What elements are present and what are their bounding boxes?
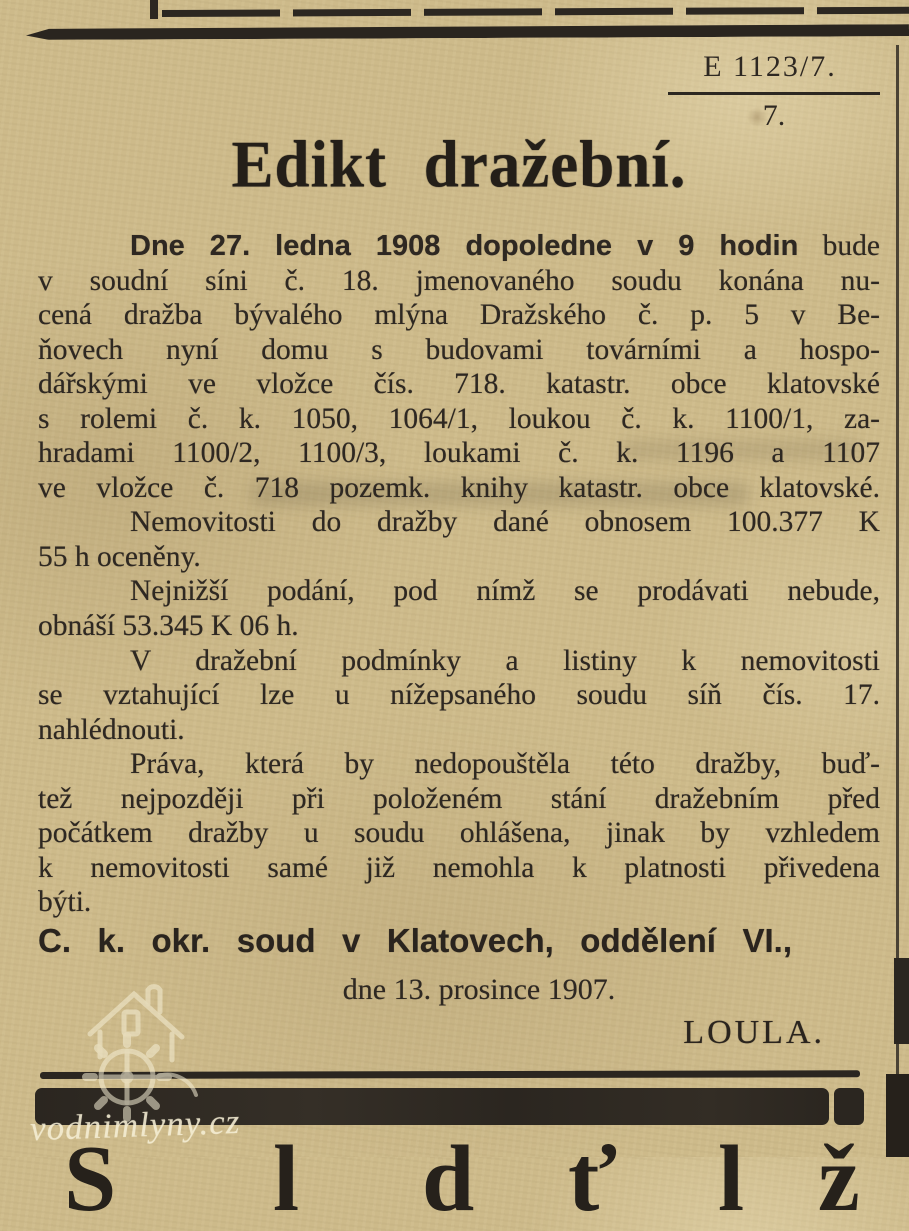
body-lines <box>38 229 880 920</box>
edict-title: Edikt dražební. <box>231 127 687 202</box>
text-run: býti. <box>38 886 92 919</box>
body-line <box>38 644 880 679</box>
top-dashed-rule <box>162 7 909 17</box>
text-run: V dražební podmínky a listiny k nemovitosti <box>130 644 880 677</box>
body-line <box>38 816 880 851</box>
date-line: dne 13. prosince 1907. <box>342 973 616 1006</box>
body-line <box>38 574 880 609</box>
text-run: dářskými ve vložce čís. 718. katastr. obce klatovské <box>38 368 880 401</box>
body-line <box>38 264 880 299</box>
cutoff-glyph: ž <box>818 1127 860 1231</box>
cutoff-glyph: d <box>422 1127 475 1231</box>
body-line <box>38 229 880 264</box>
bottom-bar-end-block <box>834 1088 864 1125</box>
text-run: se vztahující lze u nížepsaného soudu síň čís. 17. <box>38 679 880 712</box>
cutoff-glyph: ť <box>568 1127 617 1231</box>
text-run: Nemovitosti do dražby dané obnosem 100.377 K <box>130 506 880 539</box>
text-run: ve vložce č. 718 pozemk. knihy katastr. obce klatovské. <box>38 471 880 504</box>
text-run: s rolemi č. k. 1050, 1064/1, loukou č. k. 1100/1, za- <box>38 402 880 435</box>
text-run: hradami 1100/2, 1100/3, loukami č. k. 1196 a 1107 <box>38 437 880 470</box>
text-run: 55 h oceněny. <box>38 540 201 573</box>
body-line <box>38 609 880 644</box>
text-run: obnáší 53.345 K 06 h. <box>38 610 299 643</box>
text-run: ňovech nyní domu s budovami továrními a hospo- <box>38 333 880 366</box>
body-line <box>38 851 880 886</box>
case-number: E 1123/7. <box>703 50 837 83</box>
text-run: nahlédnouti. <box>38 713 185 746</box>
body-line <box>38 298 880 333</box>
watermill-icon <box>82 982 207 1122</box>
top-left-rule-tick <box>150 0 158 19</box>
text-run: Nejnižší podání, pod nímž se prodávati nebude, <box>130 575 880 608</box>
body-line <box>38 678 880 713</box>
right-edge-ink-strip <box>894 958 909 1044</box>
text-run: k nemovitosti samé již nemohla k platnosti přivedena <box>38 851 880 884</box>
text-run: cená dražba bývalého mlýna Dražského č. p. 5 v Be- <box>38 299 880 332</box>
text-run: Práva, která by nedopouštěla této dražby, buď- <box>130 748 880 781</box>
text-run: tež nejpozději při položeném stání dražebním před <box>38 782 880 815</box>
body-line <box>38 885 880 920</box>
cutoff-glyph: S <box>64 1127 117 1231</box>
bold-run: Dne 27. ledna 1908 dopoledne v 9 hodin <box>130 230 799 262</box>
body-line <box>38 505 880 540</box>
text-run: v soudní síni č. 18. jmenovaného soudu konána nu- <box>38 264 880 297</box>
case-subnumber: 7. <box>762 99 786 132</box>
cutoff-glyph: l <box>273 1127 300 1231</box>
watermark-text: vodnimlyny.cz <box>29 1101 241 1149</box>
top-thick-rule <box>26 24 909 40</box>
body-line <box>38 436 880 471</box>
body-line <box>38 402 880 437</box>
body-line <box>38 782 880 817</box>
court-signature-line: C. k. okr. soud v Klatovech, oddělení VI., <box>38 922 792 959</box>
signer-name: LOULA. <box>683 1014 825 1051</box>
body-line <box>38 471 880 506</box>
body-line <box>38 713 880 748</box>
body-line <box>38 333 880 368</box>
case-number-underline <box>668 92 880 95</box>
cutoff-glyph: l <box>718 1127 745 1231</box>
body-line <box>38 540 880 575</box>
body-line <box>38 747 880 782</box>
text-run: počátkem dražby u soudu ohlášena, jinak by vzhledem <box>38 817 880 850</box>
text-run: bude <box>798 230 880 262</box>
body-line <box>38 367 880 402</box>
